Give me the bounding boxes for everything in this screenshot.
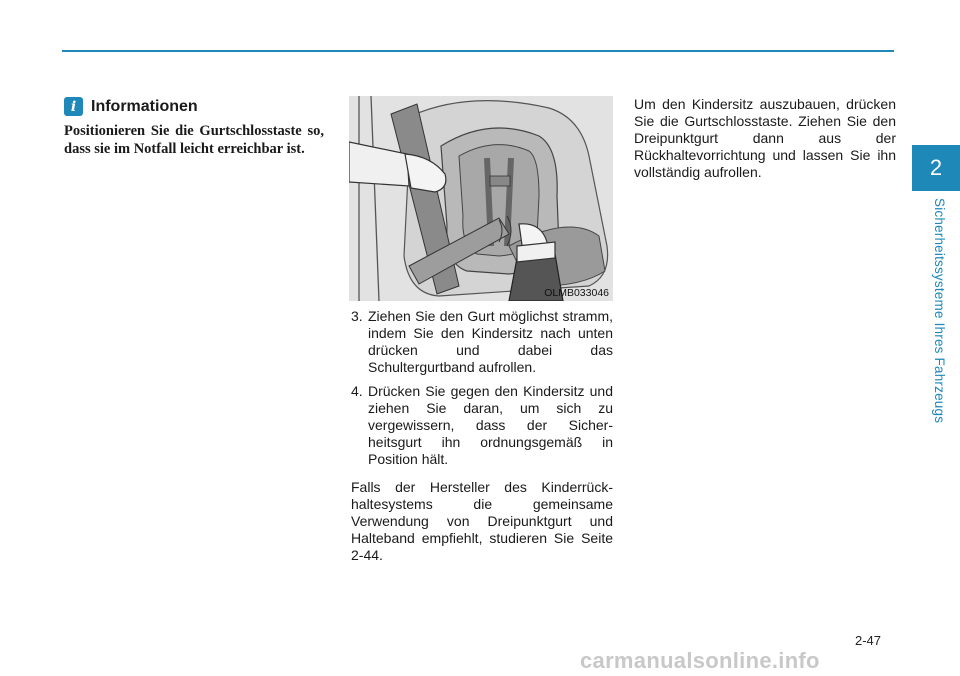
step-item [351, 308, 613, 376]
info-header [64, 97, 198, 116]
instruction-steps [351, 308, 613, 475]
child-seat-illustration [349, 96, 613, 301]
illustration-drawing [349, 96, 613, 301]
chapter-tab[interactable] [912, 145, 960, 191]
step-number: 4. [351, 383, 363, 399]
header-rule [62, 50, 894, 52]
manufacturer-note: Falls der Hersteller des Kinderrück-haltesystems die gemeinsame Verwendung von Dreipunktgurt und Halteband empfiehlt, studieren Sie Seite 2-44. [351, 479, 613, 563]
step-text: Ziehen Sie den Gurt möglichst stramm, indem Sie den Kindersitz nach unten drücken und dabei das Schultergurtband aufrollen. [368, 308, 613, 375]
info-text: Positionieren Sie die Gurtschlosstaste so, dass sie im Notfall leicht erreichbar ist. [64, 123, 324, 157]
page-number: 2-47 [855, 633, 882, 648]
step-number: 3. [351, 308, 363, 324]
removal-instructions: Um den Kindersitz auszubauen, drücken Sie die Gurtschlosstaste. Ziehen Sie den Dreipunktgurt dann aus der Rückhaltevorrichtung und lassen Sie ihn vollständig aufrollen. [634, 96, 896, 180]
step-text: Drücken Sie gegen den Kindersitz und ziehen Sie daran, um sich zu vergewissern, dass der Sicher-heitsgurt ihn ordnungsgemäß in Position hält. [368, 383, 613, 467]
step-item [351, 383, 613, 468]
info-icon: i [64, 97, 83, 116]
chapter-title: Sicherheitssysteme Ihres Fahrzeugs [932, 198, 947, 424]
figure-code: OLMB033046 [544, 287, 609, 299]
chapter-number: 2 [929, 155, 943, 180]
info-title: Informationen [91, 97, 198, 115]
watermark: carmanualsonline.info [580, 648, 820, 673]
